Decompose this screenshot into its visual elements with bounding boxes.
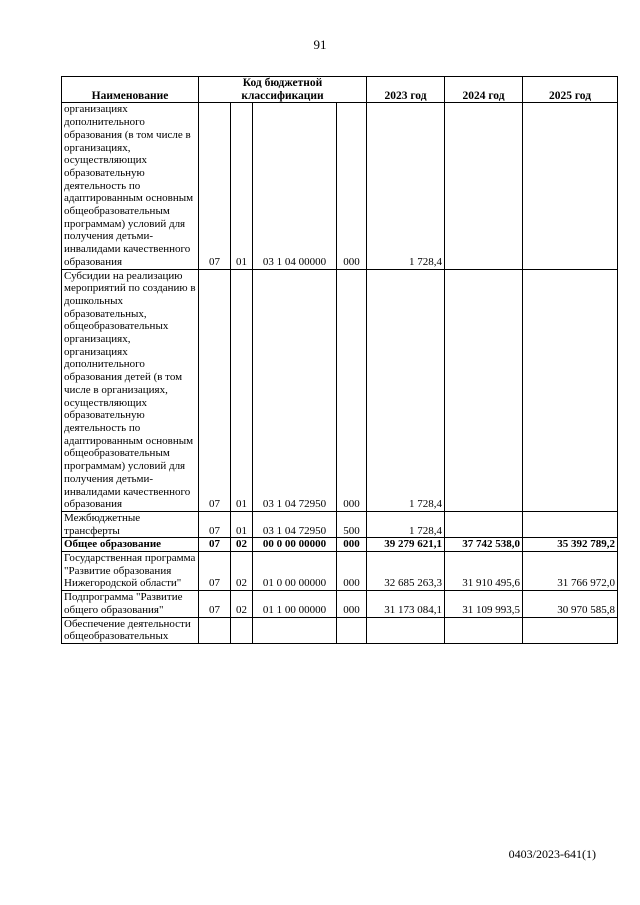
row-value-2023: 31 173 084,1 — [367, 591, 445, 617]
row-subsection — [231, 617, 253, 643]
row-section: 07 — [199, 269, 231, 511]
row-name: Обеспечение деятельности общеобразовательных — [62, 617, 199, 643]
header-2024: 2024 год — [445, 77, 523, 103]
row-target-article: 03 1 04 00000 — [253, 103, 337, 269]
row-section: 07 — [199, 103, 231, 269]
row-target-article: 03 1 04 72950 — [253, 269, 337, 511]
row-value-2024: 37 742 538,0 — [445, 538, 523, 552]
row-value-2024: 31 109 993,5 — [445, 591, 523, 617]
row-value-2023: 1 728,4 — [367, 269, 445, 511]
row-target-article: 03 1 04 72950 — [253, 511, 337, 537]
row-target-article — [253, 617, 337, 643]
row-value-2025 — [523, 617, 618, 643]
row-name: организациях дополнительного образования (в том числе в организациях, осуществляющих образовательную деятельность по адаптированным основным общеобразовательным программам) условий для получения детьми-инвалидами качественного образования — [62, 103, 199, 269]
row-value-2024 — [445, 511, 523, 537]
row-subsection: 02 — [231, 552, 253, 591]
table-header-row — [62, 77, 618, 103]
row-value-2023 — [367, 617, 445, 643]
row-value-2025 — [523, 269, 618, 511]
row-expense-type: 000 — [337, 103, 367, 269]
row-section: 07 — [199, 591, 231, 617]
header-code: Код бюджетной классификации — [199, 77, 367, 103]
row-value-2023: 1 728,4 — [367, 103, 445, 269]
row-value-2024 — [445, 617, 523, 643]
row-value-2024 — [445, 103, 523, 269]
row-target-article: 01 1 00 00000 — [253, 591, 337, 617]
page-number: 91 — [313, 37, 327, 52]
row-expense-type: 000 — [337, 269, 367, 511]
row-section: 07 — [199, 538, 231, 552]
table-row — [62, 538, 618, 552]
table-row — [62, 591, 618, 617]
row-value-2024: 31 910 495,6 — [445, 552, 523, 591]
row-name: Межбюджетные трансферты — [62, 511, 199, 537]
row-expense-type: 000 — [337, 538, 367, 552]
row-value-2023: 1 728,4 — [367, 511, 445, 537]
row-value-2025 — [523, 103, 618, 269]
row-expense-type: 000 — [337, 552, 367, 591]
row-section: 07 — [199, 552, 231, 591]
header-2025: 2025 год — [523, 77, 618, 103]
row-value-2024 — [445, 269, 523, 511]
row-section: 07 — [199, 511, 231, 537]
row-subsection: 02 — [231, 591, 253, 617]
row-value-2023: 39 279 621,1 — [367, 538, 445, 552]
row-target-article: 00 0 00 00000 — [253, 538, 337, 552]
row-section — [199, 617, 231, 643]
table-row — [62, 552, 618, 591]
table-row — [62, 511, 618, 537]
row-value-2025: 31 766 972,0 — [523, 552, 618, 591]
row-value-2023: 32 685 263,3 — [367, 552, 445, 591]
header-name: Наименование — [62, 77, 199, 103]
row-subsection: 01 — [231, 103, 253, 269]
row-target-article: 01 0 00 00000 — [253, 552, 337, 591]
row-name: Общее образование — [62, 538, 199, 552]
document-code: 0403/2023-641(1) — [508, 847, 596, 861]
row-subsection: 02 — [231, 538, 253, 552]
header-2023: 2023 год — [367, 77, 445, 103]
row-expense-type — [337, 617, 367, 643]
budget-table — [61, 76, 618, 644]
table-row — [62, 269, 618, 511]
row-expense-type: 500 — [337, 511, 367, 537]
row-name: Субсидии на реализацию мероприятий по созданию в дошкольных образовательных, общеобразовательных организациях, организациях дополнительного образования детей (в том числе в организациях, осуществляющих образовательную деятельность по адаптированным основным общеобразовательным программам) условий для получения детьми-инвалидами качественного образования — [62, 269, 199, 511]
row-name: Государственная программа "Развитие образования Нижегородской области" — [62, 552, 199, 591]
table-row — [62, 103, 618, 269]
row-name: Подпрограмма "Развитие общего образования" — [62, 591, 199, 617]
row-value-2025: 35 392 789,2 — [523, 538, 618, 552]
row-subsection: 01 — [231, 269, 253, 511]
row-expense-type: 000 — [337, 591, 367, 617]
row-value-2025: 30 970 585,8 — [523, 591, 618, 617]
row-subsection: 01 — [231, 511, 253, 537]
row-value-2025 — [523, 511, 618, 537]
table-row — [62, 617, 618, 643]
